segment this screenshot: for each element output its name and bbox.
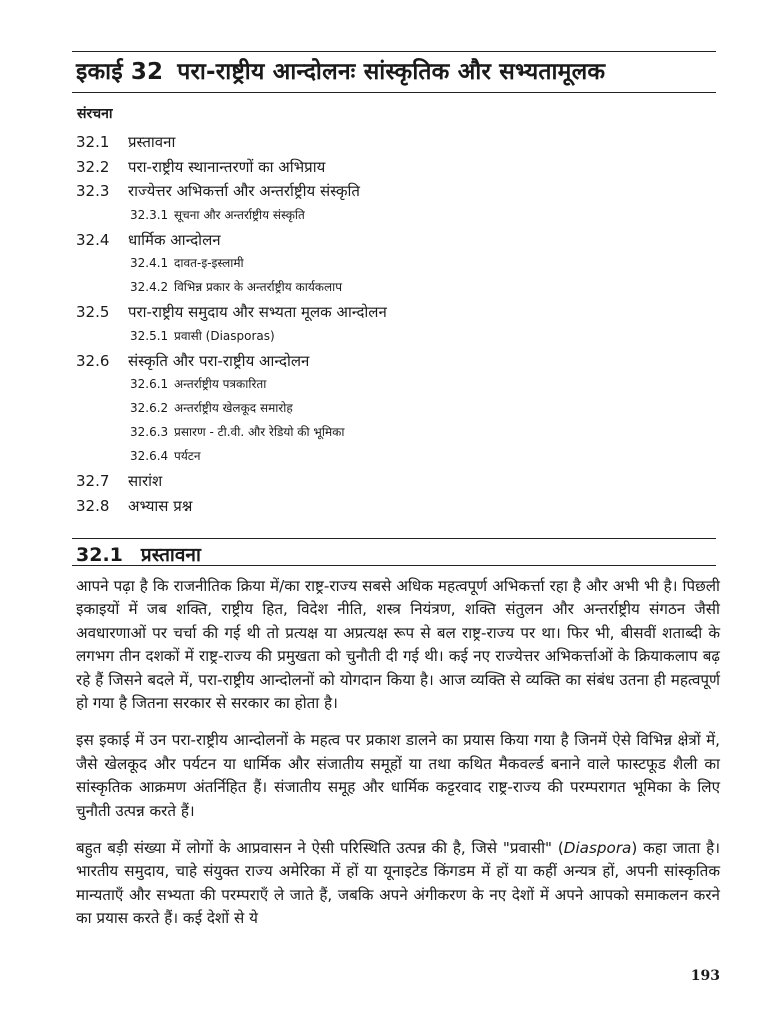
toc-label: सारांश — [128, 472, 163, 490]
toc-number: 32.4 — [76, 230, 110, 249]
toc-number: 32.5 — [76, 303, 110, 321]
table-of-contents — [76, 132, 716, 520]
toc-number: 32.6.4 — [130, 449, 169, 463]
toc-label: अन्तर्राष्ट्रीय पत्रकारिता — [174, 377, 267, 391]
toc-item — [76, 496, 716, 521]
structure-heading: संरचना — [77, 106, 113, 122]
toc-number: 32.4.2 — [130, 280, 169, 294]
unit-number: 32 — [130, 59, 164, 85]
toc-subitem — [76, 206, 716, 230]
toc-label: राज्येत्तर अभिकर्त्ता और अन्तर्राष्ट्रीय संस्कृति — [128, 182, 360, 200]
unit-word: इकाई — [76, 59, 123, 85]
page-number: 193 — [690, 968, 720, 984]
toc-number: 32.1 — [76, 133, 110, 151]
toc-subitem — [76, 423, 716, 447]
top-rule — [72, 51, 716, 52]
section-title: प्रस्तावना — [140, 544, 201, 566]
paragraph-emphasis: Diaspora — [563, 839, 632, 858]
toc-number: 32.6.1 — [130, 377, 169, 391]
paragraph-text: ) कहा जाता है। भारतीय समुदाय, चाहे संयुक्त राज्य अमेरिका में हों या यूनाइटेड किंगडम में हों या कहीं अन्यत्र हों, अपनी सांस्कृतिक मान्यताएँ और सभ्यता की परम्पराएँ ले जाते हैं, जबकि अपने अंगीकरण के नए देशों में अपने आपको समाकलन करने का प्रयास करते हैं। कई देशों से ये — [76, 839, 720, 928]
toc-number: 32.6 — [76, 351, 110, 370]
toc-label: परा-राष्ट्रीय स्थानान्तरणों का अभिप्राय — [128, 157, 326, 176]
toc-subitem — [76, 375, 716, 399]
section-bottom-rule — [72, 565, 716, 566]
toc-label: धार्मिक आन्दोलन — [128, 230, 221, 249]
toc-item — [76, 302, 716, 327]
toc-item — [76, 351, 716, 376]
toc-number: 32.6.3 — [130, 425, 169, 439]
toc-label: प्रस्तावना — [128, 133, 176, 151]
toc-number: 32.2 — [76, 157, 110, 176]
toc-subitem — [76, 254, 716, 278]
toc-label: परा-राष्ट्रीय समुदाय और सभ्यता मूलक आन्दोलन — [128, 303, 387, 321]
paragraph — [76, 837, 720, 931]
toc-number: 32.6.2 — [130, 401, 169, 415]
toc-label: प्रसारण - टी.वी. और रेडियो की भूमिका — [174, 425, 345, 439]
toc-item — [76, 471, 716, 496]
toc-number: 32.3.1 — [130, 207, 169, 222]
section-number: 32.1 — [76, 544, 123, 566]
toc-number: 32.4.1 — [130, 256, 169, 270]
section-heading — [76, 541, 201, 567]
toc-label: अभ्यास प्रश्न — [128, 496, 193, 515]
toc-number: 32.8 — [76, 496, 110, 515]
title-bottom-rule — [72, 92, 716, 93]
toc-number: 32.3 — [76, 182, 110, 200]
toc-subitem — [76, 447, 716, 471]
toc-number: 32.7 — [76, 472, 110, 490]
toc-item — [76, 230, 716, 255]
body-text — [76, 575, 720, 945]
toc-label: दावत-इ-इस्लामी — [174, 256, 244, 270]
toc-label: प्रवासी (Diasporas) — [174, 328, 275, 343]
toc-subitem — [76, 399, 716, 423]
toc-label: सूचना और अन्तर्राष्ट्रीय संस्कृति — [174, 207, 305, 222]
toc-item — [76, 157, 716, 182]
unit-title — [76, 54, 726, 86]
toc-item — [76, 181, 716, 206]
paragraph: इस इकाई में उन परा-राष्ट्रीय आन्दोलनों के महत्व पर प्रकाश डालने का प्रयास किया गया है जिनमें ऐसे विभिन्न क्षेत्रों में, जैसे खेलकूद और पर्यटन या धार्मिक और संजातीय समूहों या तथा कथित मैकवर्ल्ड बनाने वाले फास्टफूड शैली का सांस्कृतिक आक्रमण अंतर्निहित हैं। संजातीय समूह और धार्मिक कट्टरवाद राष्ट्र-राज्य की परम्परागत भूमिका के लिए चुनौती उत्पन्न करते हैं। — [76, 731, 720, 820]
toc-item — [76, 132, 716, 157]
toc-label: संस्कृति और परा-राष्ट्रीय आन्दोलन — [128, 351, 310, 370]
toc-subitem — [76, 278, 716, 302]
toc-label: विभिन्न प्रकार के अन्तर्राष्ट्रीय कार्यकलाप — [174, 280, 343, 294]
toc-label: अन्तर्राष्ट्रीय खेलकूद समारोह — [174, 401, 293, 415]
section-top-rule — [72, 538, 716, 539]
toc-subitem — [76, 327, 716, 351]
paragraph: आपने पढ़ा है कि राजनीतिक क्रिया में/का राष्ट्र-राज्य सबसे अधिक महत्वपूर्ण अभिकर्त्ता रहा है और अभी भी है। पिछली इकाइयों में जब शक्ति, राष्ट्रीय हित, विदेश नीति, शस्त्र नियंत्रण, शक्ति संतुलन और अन्तर्राष्ट्रीय संगठन जैसी अवधारणाओं पर चर्चा की गई थी तो प्रत्यक्ष या अप्रत्यक्ष रूप से बल राष्ट्र-राज्य पर था। फिर भी, बीसवीं शताब्दी के लगभग तीन दशकों में राष्ट्र-राज्य की प्रमुखता को चुनौती दी गई थी। कई नए राज्येत्तर अभिकर्त्ताओं के क्रियाकलाप बढ़ रहे हैं जिसने बदले में, परा-राष्ट्रीय आन्दोलनों को योगदान किया है। आज व्यक्ति से व्यक्ति का संबंध उतना ही महत्वपूर्ण हो गया है जितना सरकार से सरकार का होता है। — [76, 577, 720, 713]
paragraph-text: बहुत बड़ी संख्या में लोगों के आप्रवासन ने ऐसी परिस्थिति उत्पन्न की है, जिसे "प्रवासी" ( — [76, 839, 564, 858]
toc-label: पर्यटन — [174, 449, 201, 463]
toc-number: 32.5.1 — [130, 328, 169, 343]
unit-title-text: परा-राष्ट्रीय आन्दोलनः सांस्कृतिक और सभ्यतामूलक — [177, 59, 606, 85]
